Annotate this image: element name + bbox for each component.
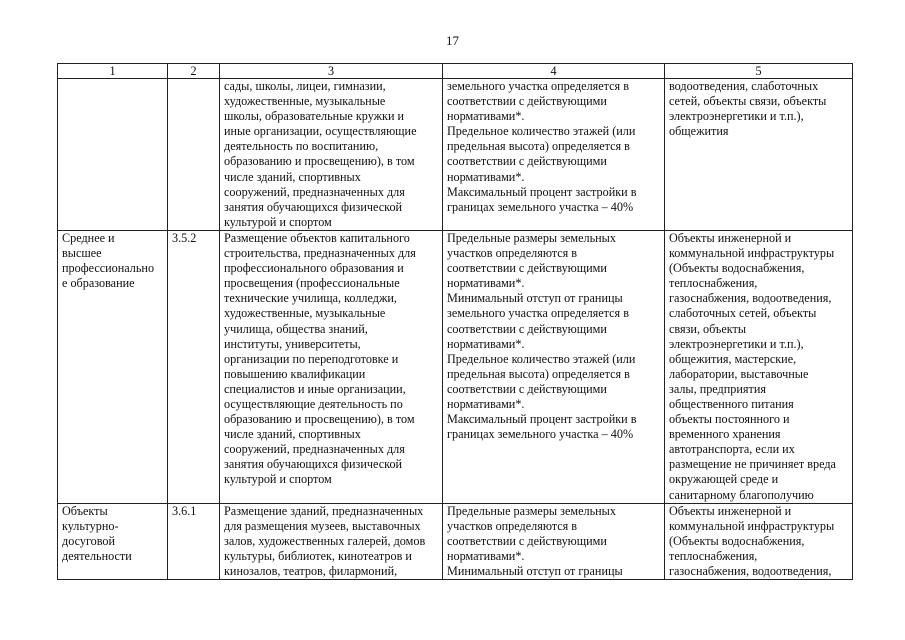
row-name-cell: [58, 79, 168, 231]
row-description-cell: Размещение зданий, предназначенных для размещения музеев, выставочных залов, художественных галерей, домов культуры, библиотек, кинотеатров и кинозалов, театров, филармоний,: [220, 503, 443, 579]
column-header-5: 5: [665, 64, 853, 79]
row-auxiliary-cell: водоотведения, слаботочных сетей, объекты связи, объекты электроэнергетики и т.п.), общежития: [665, 79, 853, 231]
row-parameters-cell: Предельные размеры земельных участков определяются в соответствии с действующими нормативами*. Минимальный отступ от границы: [443, 503, 665, 579]
row-code-cell: [168, 79, 220, 231]
row-description-cell: сады, школы, лицеи, гимназии, художественные, музыкальные школы, образовательные кружки и иные организации, осуществляющие деятельность по воспитанию, образованию и просвещению), в том числе зданий, спортивных сооружений, предназначенных для занятия обучающихся физической культурой и спортом: [220, 79, 443, 231]
table-header-row: [58, 64, 853, 79]
row-description-cell: Размещение объектов капитального строительства, предназначенных для профессионального образования и просвещения (профессиональные технические училища, колледжи, художественные, музыкальные училища, общества знаний, институты, университеты, организации по переподготовке и повышению квалификации специалистов и иные организации, осуществляющие деятельность по образованию и просвещению), в том числе зданий, спортивных сооружений, предназначенных для занятия обучающихся физической культурой и спортом: [220, 230, 443, 503]
table-row: [58, 503, 853, 579]
row-code-cell: 3.6.1: [168, 503, 220, 579]
table-row: [58, 79, 853, 231]
land-use-table: [57, 63, 853, 580]
row-code-cell: 3.5.2: [168, 230, 220, 503]
row-parameters-cell: Предельные размеры земельных участков определяются в соответствии с действующими нормативами*. Минимальный отступ от границы земельного участка определяется в соответствии с действующими нормативами*. Предельное количество этажей (или предельная высота) определяется в соответствии с действующими нормативами*. Максимальный процент застройки в границах земельного участка – 40%: [443, 230, 665, 503]
row-name-cell: Среднее и высшее профессионально е образование: [58, 230, 168, 503]
page-number: 17: [446, 33, 459, 48]
row-parameters-cell: земельного участка определяется в соответствии с действующими нормативами*. Предельное количество этажей (или предельная высота) определяется в соответствии с действующими нормативами*. Максимальный процент застройки в границах земельного участка – 40%: [443, 79, 665, 231]
row-auxiliary-cell: Объекты инженерной и коммунальной инфраструктуры (Объекты водоснабжения, теплоснабжения, газоснабжения, водоотведения, слаботочных сетей, объекты связи, объекты электроэнергетики и т.п.), общежития, мастерские, лаборатории, выставочные залы, предприятия общественного питания объекты постоянного и временного хранения автотранспорта, если их размещение не причиняет вреда окружающей среде и санитарному благополучию: [665, 230, 853, 503]
column-header-4: 4: [443, 64, 665, 79]
row-auxiliary-cell: Объекты инженерной и коммунальной инфраструктуры (Объекты водоснабжения, теплоснабжения, газоснабжения, водоотведения,: [665, 503, 853, 579]
column-header-1: 1: [58, 64, 168, 79]
column-header-2: 2: [168, 64, 220, 79]
row-name-cell: Объекты культурно- досуговой деятельности: [58, 503, 168, 579]
column-header-3: 3: [220, 64, 443, 79]
table-row: [58, 230, 853, 503]
